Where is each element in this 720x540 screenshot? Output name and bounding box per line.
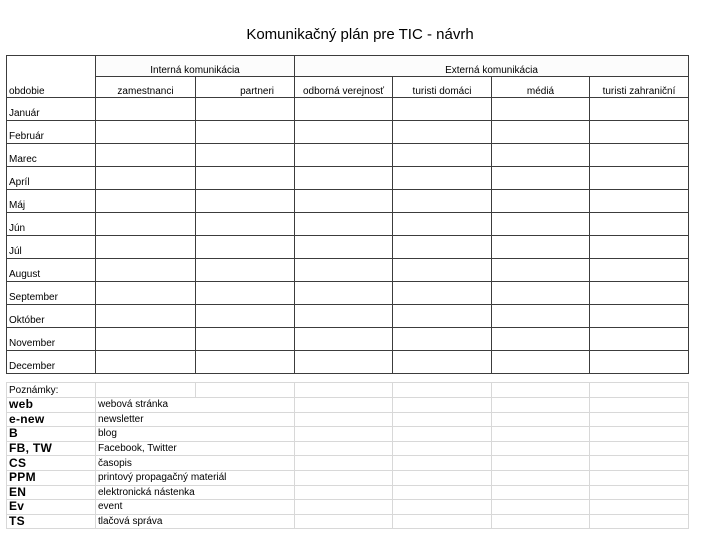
legend-row [7, 456, 689, 471]
plan-cell[interactable] [295, 305, 393, 328]
legend-row [7, 441, 689, 456]
legend-abbreviation: TS [7, 514, 96, 529]
empty-cell [492, 500, 590, 515]
plan-cell[interactable] [590, 98, 689, 121]
plan-cell[interactable] [393, 328, 492, 351]
legend-row [7, 514, 689, 529]
plan-cell[interactable] [196, 305, 295, 328]
month-label: December [7, 351, 96, 374]
plan-cell[interactable] [196, 328, 295, 351]
month-row [7, 328, 689, 351]
empty-cell [295, 470, 393, 485]
month-row [7, 351, 689, 374]
empty-cell [295, 383, 393, 398]
empty-cell [590, 441, 689, 456]
month-label: Júl [7, 236, 96, 259]
legend-description: blog [96, 427, 295, 442]
empty-cell [393, 427, 492, 442]
empty-cell [295, 441, 393, 456]
month-label: Apríl [7, 167, 96, 190]
empty-cell [590, 383, 689, 398]
legend-description: elektronická nástenka [96, 485, 295, 500]
notes-label: Poznámky: [7, 383, 96, 398]
empty-cell [295, 456, 393, 471]
plan-cell[interactable] [96, 328, 196, 351]
plan-cell[interactable] [393, 259, 492, 282]
legend-description: event [96, 500, 295, 515]
plan-cell[interactable] [590, 190, 689, 213]
empty-cell [492, 441, 590, 456]
legend-description: newsletter [96, 412, 295, 427]
plan-cell[interactable] [492, 282, 590, 305]
plan-cell[interactable] [295, 213, 393, 236]
month-row [7, 305, 689, 328]
plan-cell[interactable] [492, 213, 590, 236]
empty-cell [393, 514, 492, 529]
column-header: turisti zahraniční [590, 77, 689, 98]
empty-cell [492, 383, 590, 398]
plan-cell[interactable] [295, 351, 393, 374]
legend-abbreviation: CS [7, 456, 96, 471]
legend-description: tlačová správa [96, 514, 295, 529]
plan-cell[interactable] [295, 259, 393, 282]
empty-cell [393, 470, 492, 485]
plan-cell[interactable] [96, 213, 196, 236]
plan-cell[interactable] [393, 236, 492, 259]
plan-cell[interactable] [196, 167, 295, 190]
empty-cell [393, 456, 492, 471]
plan-cell[interactable] [590, 167, 689, 190]
plan-cell[interactable] [96, 351, 196, 374]
plan-cell[interactable] [492, 167, 590, 190]
month-label: Marec [7, 144, 96, 167]
plan-cell[interactable] [492, 236, 590, 259]
legend-row [7, 412, 689, 427]
period-header: obdobie [7, 77, 96, 98]
column-header: médiá [492, 77, 590, 98]
plan-cell[interactable] [96, 305, 196, 328]
empty-cell [393, 485, 492, 500]
column-header: odborná verejnosť [295, 77, 393, 98]
legend-abbreviation: FB, TW [7, 441, 96, 456]
empty-cell [393, 398, 492, 413]
plan-cell[interactable] [590, 144, 689, 167]
plan-cell[interactable] [295, 144, 393, 167]
column-header: partneri [196, 77, 295, 98]
plan-cell[interactable] [393, 282, 492, 305]
legend-abbreviation: B [7, 427, 96, 442]
plan-cell[interactable] [492, 305, 590, 328]
month-row [7, 213, 689, 236]
empty-cell [393, 383, 492, 398]
plan-cell[interactable] [196, 121, 295, 144]
column-header-row [7, 77, 689, 98]
plan-cell[interactable] [590, 282, 689, 305]
plan-cell[interactable] [590, 328, 689, 351]
plan-cell[interactable] [492, 328, 590, 351]
legend-row [7, 500, 689, 515]
group-external-header: Externá komunikácia [295, 56, 689, 77]
communication-plan-table [6, 55, 689, 374]
month-label: August [7, 259, 96, 282]
month-label: Jún [7, 213, 96, 236]
column-header: turisti domáci [393, 77, 492, 98]
legend-abbreviation: PPM [7, 470, 96, 485]
month-label: September [7, 282, 96, 305]
plan-cell[interactable] [196, 144, 295, 167]
plan-cell[interactable] [196, 236, 295, 259]
plan-cell[interactable] [492, 144, 590, 167]
legend-description: časopis [96, 456, 295, 471]
plan-cell[interactable] [393, 98, 492, 121]
column-header: zamestnanci [96, 77, 196, 98]
plan-cell[interactable] [590, 351, 689, 374]
notes-header-row [7, 383, 689, 398]
plan-cell[interactable] [590, 236, 689, 259]
empty-cell [295, 500, 393, 515]
empty-cell [96, 383, 196, 398]
empty-cell [590, 456, 689, 471]
plan-cell[interactable] [96, 98, 196, 121]
plan-cell[interactable] [492, 98, 590, 121]
notes-legend-table [6, 382, 689, 529]
legend-row [7, 485, 689, 500]
empty-cell [590, 470, 689, 485]
empty-cell [492, 485, 590, 500]
month-row [7, 121, 689, 144]
plan-cell[interactable] [196, 98, 295, 121]
legend-description: webová stránka [96, 398, 295, 413]
plan-cell[interactable] [590, 213, 689, 236]
month-row [7, 167, 689, 190]
plan-cell[interactable] [196, 190, 295, 213]
plan-cell[interactable] [295, 328, 393, 351]
legend-abbreviation: EN [7, 485, 96, 500]
plan-cell[interactable] [393, 213, 492, 236]
plan-cell[interactable] [393, 351, 492, 374]
plan-cell[interactable] [393, 167, 492, 190]
month-row [7, 144, 689, 167]
group-internal-header: Interná komunikácia [96, 56, 295, 77]
plan-cell[interactable] [196, 351, 295, 374]
empty-cell [295, 398, 393, 413]
legend-abbreviation: web [7, 398, 96, 413]
page-title: Komunikačný plán pre TIC - návrh [246, 26, 474, 43]
plan-cell[interactable] [295, 167, 393, 190]
month-row [7, 259, 689, 282]
plan-cell[interactable] [492, 259, 590, 282]
legend-description: Facebook, Twitter [96, 441, 295, 456]
plan-cell[interactable] [96, 259, 196, 282]
legend-description: printový propagačný materiál [96, 470, 295, 485]
empty-cell [590, 485, 689, 500]
empty-cell [492, 470, 590, 485]
plan-cell[interactable] [96, 121, 196, 144]
month-label: November [7, 328, 96, 351]
plan-cell[interactable] [492, 351, 590, 374]
plan-cell[interactable] [196, 259, 295, 282]
plan-cell[interactable] [196, 282, 295, 305]
empty-cell [295, 427, 393, 442]
empty-cell [295, 514, 393, 529]
plan-cell[interactable] [393, 190, 492, 213]
plan-cell[interactable] [393, 305, 492, 328]
month-label: Máj [7, 190, 96, 213]
plan-cell[interactable] [96, 190, 196, 213]
plan-cell[interactable] [295, 98, 393, 121]
empty-cell [492, 514, 590, 529]
plan-cell[interactable] [196, 213, 295, 236]
plan-cell[interactable] [295, 121, 393, 144]
plan-cell[interactable] [295, 282, 393, 305]
empty-cell [295, 485, 393, 500]
plan-cell[interactable] [295, 190, 393, 213]
plan-cell[interactable] [96, 236, 196, 259]
plan-cell[interactable] [590, 259, 689, 282]
month-row [7, 190, 689, 213]
legend-row [7, 427, 689, 442]
month-row [7, 98, 689, 121]
empty-cell [492, 398, 590, 413]
plan-cell[interactable] [492, 121, 590, 144]
empty-cell [492, 427, 590, 442]
legend-row [7, 398, 689, 413]
blank-header-cell [7, 56, 96, 77]
empty-cell [590, 427, 689, 442]
plan-cell[interactable] [96, 167, 196, 190]
plan-cell[interactable] [590, 121, 689, 144]
empty-cell [492, 412, 590, 427]
plan-cell[interactable] [96, 282, 196, 305]
empty-cell [492, 456, 590, 471]
empty-cell [590, 398, 689, 413]
month-label: Január [7, 98, 96, 121]
legend-abbreviation: e-new [7, 412, 96, 427]
legend-row [7, 470, 689, 485]
plan-cell[interactable] [492, 190, 590, 213]
month-label: Február [7, 121, 96, 144]
group-header-row [7, 56, 689, 77]
empty-cell [196, 383, 295, 398]
month-label: Október [7, 305, 96, 328]
empty-cell [295, 412, 393, 427]
empty-cell [590, 412, 689, 427]
empty-cell [590, 514, 689, 529]
empty-cell [393, 500, 492, 515]
plan-cell[interactable] [393, 144, 492, 167]
empty-cell [393, 441, 492, 456]
plan-cell[interactable] [96, 144, 196, 167]
plan-cell[interactable] [393, 121, 492, 144]
plan-cell[interactable] [295, 236, 393, 259]
empty-cell [393, 412, 492, 427]
plan-cell[interactable] [590, 305, 689, 328]
empty-cell [590, 500, 689, 515]
month-row [7, 236, 689, 259]
month-row [7, 282, 689, 305]
legend-abbreviation: Ev [7, 500, 96, 515]
